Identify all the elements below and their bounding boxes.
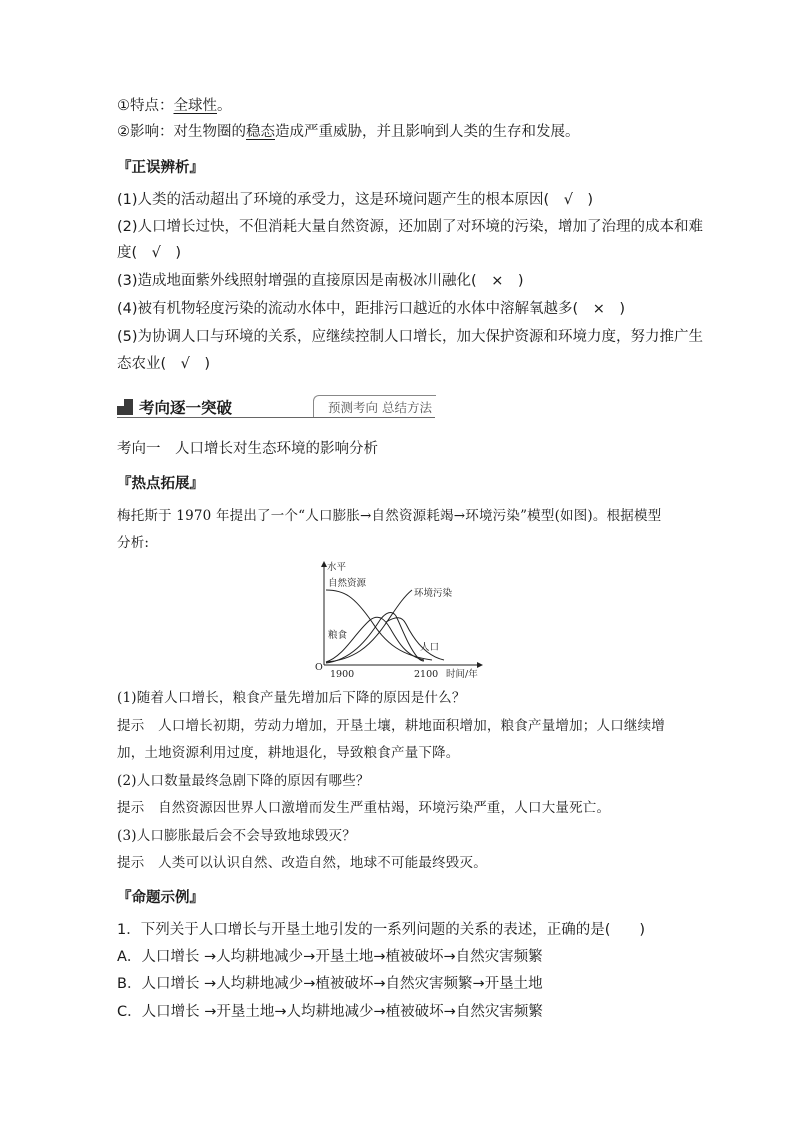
x-tick-label: 1900 [330,669,355,680]
trait-value: 全球性 [173,98,217,114]
y-axis-label: 水平 [327,562,347,573]
x-tick-label: 2100 [414,669,439,680]
correction-item: (3)造成地面紫外线照射增强的直接原因是南极冰川融化( × ) [117,273,524,289]
trait-suffix: 。 [217,98,232,114]
series-line-pollution [326,590,412,662]
impact-line [117,122,580,142]
series-label: 粮食 [328,630,348,641]
correction-item: (5)为协调人口与环境的关系，应继续控制人口增长，加大保护资源和环境力度，努力推广生 [117,329,704,345]
direction-title: 考向一 人口增长对生态环境的影响分析 [117,441,378,457]
question: (2)人口数量最终急剧下降的原因有哪些？ [117,773,370,789]
impact-value: 稳态 [246,124,275,140]
answer: 提示 人口增长初期，劳动力增加，开垦土壤，耕地面积增加，粮食产量增加；人口继续增 [117,718,665,734]
banner-title: 考向逐一突破 [139,399,233,417]
option-b: B．人口增长 →人均耕地减少→植被破坏→自然灾害频繁→开垦土地 [117,976,543,992]
correction-item: 态农业( √ ) [117,356,211,372]
hotspot-heading: 『热点拓展』 [117,476,204,492]
correction-item: (1)人类的活动超出了环境的承受力，这是环境问题产生的根本原因( √ ) [117,192,594,208]
origin-label: O [315,662,323,673]
correction-item: (2)人口增长过快，不但消耗大量自然资源，还加剧了对环境的污染，增加了治理的成本和难 [117,219,704,235]
trait-prefix: ①特点： [117,98,174,114]
answer: 提示 自然资源因世界人口激增而发生严重枯竭，环境污染严重，人口大量死亡。 [117,800,611,816]
correction-item: (4)被有机物轻度污染的流动水体中，距排污口越近的水体中溶解氧越多( × ) [117,301,625,317]
trait-line [117,96,232,116]
hotspot-intro: 分析: [117,535,150,551]
banner-divider [117,417,435,418]
option-a: A．人口增长 →人均耕地减少→开垦土地→植被破坏→自然灾害频繁 [117,949,543,965]
answer: 提示 人类可以认识自然、改造自然，地球不可能最终毁灭。 [117,855,487,871]
series-label: 自然资源 [328,578,367,589]
section-banner [117,395,435,419]
answer: 加，土地资源利用过度，耕地退化，导致粮食产量下降。 [117,745,460,761]
banner-subtitle: 预测考向 总结方法 [328,400,432,415]
question: (1)随着人口增长，粮食产量先增加后下降的原因是什么？ [117,690,466,706]
impact-suffix: 造成严重威胁，并且影响到人类的生存和发展。 [275,124,580,140]
series-label: 人口 [420,642,440,653]
series-line-resources [326,590,432,660]
correction-item: 度( √ ) [117,245,182,261]
series-label: 环境污染 [414,588,453,599]
option-c: C．人口增长 →开垦土地→人均耕地减少→植被破坏→自然灾害频繁 [117,1004,543,1020]
x-axis-label: 时间/年 [446,669,478,680]
example-question: 1．下列关于人口增长与开垦土地引发的一系列问题的关系的表述，正确的是( ) [117,922,646,938]
question: (3)人口膨胀最后会不会导致地球毁灭？ [117,828,356,844]
impact-prefix: ②影响：对生物圈的 [117,124,246,140]
example-heading: 『命题示例』 [117,890,204,906]
correction-heading: 『正误辨析』 [117,160,204,176]
hotspot-intro: 梅托斯于 1970 年提出了一个“人口膨胀→自然资源耗竭→环境污染”模型(如图)。根据模型 [117,508,662,524]
population-model-chart [314,560,484,680]
